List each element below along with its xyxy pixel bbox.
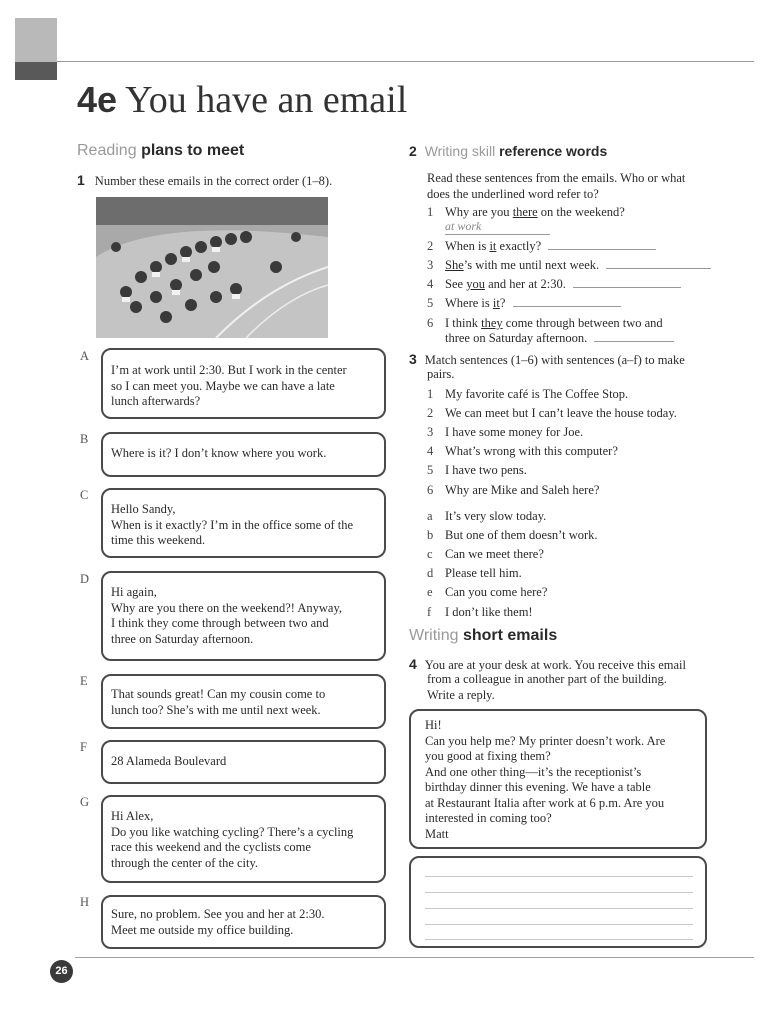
ex2-item-6: 6 I think they come through between two and xyxy=(427,316,663,330)
ex3-item-3: 3 I have some money for Joe. xyxy=(427,425,584,439)
email-letter-d: D xyxy=(80,572,90,586)
writing-line xyxy=(425,939,693,940)
email-letter-c: C xyxy=(80,488,89,502)
exercise-3-instruction: 3 Match sentences (1–6) with sentences (a–f) to make xyxy=(409,351,685,367)
reading-heading: Reading plans to meet xyxy=(77,142,245,159)
ex2-item-6-line-2: three on Saturday afternoon. xyxy=(445,331,674,347)
ex3-item-6: 6 Why are Mike and Saleh here? xyxy=(427,483,600,497)
answer-blank[interactable] xyxy=(594,331,674,342)
email-letter-e: E xyxy=(80,674,88,688)
ex2-item-3: 3 She’s with me until next week. xyxy=(427,258,711,274)
corner-tab xyxy=(15,18,57,80)
ex2-item-4: 4 See you and her at 2:30. xyxy=(427,277,681,293)
email-letter-h: H xyxy=(80,895,90,909)
reply-writing-box[interactable] xyxy=(409,856,707,948)
email-h: Sure, no problem. See you and her at 2:30. Meet me outside my office building. xyxy=(101,895,386,949)
answer-blank[interactable] xyxy=(606,258,711,269)
answer-blank[interactable] xyxy=(513,296,621,307)
ex2-item-1: 1 Why are you there on the weekend? xyxy=(427,205,625,219)
email-e: That sounds great! Can my cousin come to lunch too? She’s with me until next week. xyxy=(101,674,386,729)
cycling-race-photo xyxy=(96,197,328,338)
ex3-item-4: 4 What’s wrong with this computer? xyxy=(427,444,618,458)
ex3-item-1: 1 My favorite café is The Coffee Stop. xyxy=(427,387,629,401)
email-b: Where is it? I don’t know where you work. xyxy=(101,432,386,477)
email-c: Hello Sandy, When is it exactly? I’m in the office some of the time this weekend. xyxy=(101,488,386,558)
email-d: Hi again, Why are you there on the weekend?! Anyway, I think they come through between two and three on Saturday afternoon. xyxy=(101,571,386,661)
ex3-item-b: b But one of them doesn’t work. xyxy=(427,528,598,542)
ex3-item-5: 5 I have two pens. xyxy=(427,463,527,477)
ex3-item-a: a It’s very slow today. xyxy=(427,509,547,523)
email-letter-b: B xyxy=(80,432,89,446)
writing-heading: Writing short emails xyxy=(409,627,558,644)
ex2-item-2: 2 When is it exactly? xyxy=(427,239,656,255)
ex3-item-d: d Please tell him. xyxy=(427,566,522,580)
ex3-item-e: e Can you come here? xyxy=(427,585,548,599)
ex3-item-c: c Can we meet there? xyxy=(427,547,544,561)
answer-blank[interactable] xyxy=(548,239,656,250)
exercise-1-instruction: 1 Number these emails in the correct order (1–8). xyxy=(77,172,333,188)
top-rule xyxy=(57,61,754,62)
exercise-2-heading: 2 Writing skill reference words xyxy=(409,143,608,159)
exercise-3-instruction-line-2: pairs. xyxy=(427,367,455,381)
email-letter-g: G xyxy=(80,795,90,809)
writing-line xyxy=(425,876,693,877)
colleague-email: Hi! Can you help me? My printer doesn’t work. Are you good at fixing them? And one other thing—it’s the receptionist’s birthday dinner this evening. We have a table at Restaurant Italia after work at 6 p.m. Are you interested in coming too? Matt xyxy=(409,709,707,849)
writing-line xyxy=(425,892,693,893)
ex2-example-answer: at work xyxy=(445,219,550,235)
writing-line xyxy=(425,908,693,909)
exercise-4-instruction-cont: from a colleague in another part of the building. Write a reply. xyxy=(427,672,667,702)
email-a: I’m at work until 2:30. But I work in the center so I can meet you. Maybe we can have a late lunch afterwards? xyxy=(101,348,386,419)
email-g: Hi Alex, Do you like watching cycling? There’s a cycling race this weekend and the cyclists come through the center of the city. xyxy=(101,795,386,883)
writing-line xyxy=(425,924,693,925)
email-letter-a: A xyxy=(80,349,90,363)
answer-blank[interactable] xyxy=(573,277,681,288)
exercise-4-instruction: 4 You are at your desk at work. You receive this email xyxy=(409,656,686,672)
bottom-rule xyxy=(75,957,754,958)
email-f: 28 Alameda Boulevard xyxy=(101,740,386,784)
exercise-2-instruction: Read these sentences from the emails. Who or what does the underlined word refer to? xyxy=(427,171,686,201)
page-title: 4e You have an email xyxy=(77,79,408,121)
ex2-item-5: 5 Where is it? xyxy=(427,296,621,312)
ex3-item-f: f I don’t like them! xyxy=(427,605,533,619)
email-letter-f: F xyxy=(80,740,87,754)
page-number: 26 xyxy=(50,960,73,983)
ex3-item-2: 2 We can meet but I can’t leave the house today. xyxy=(427,406,677,420)
